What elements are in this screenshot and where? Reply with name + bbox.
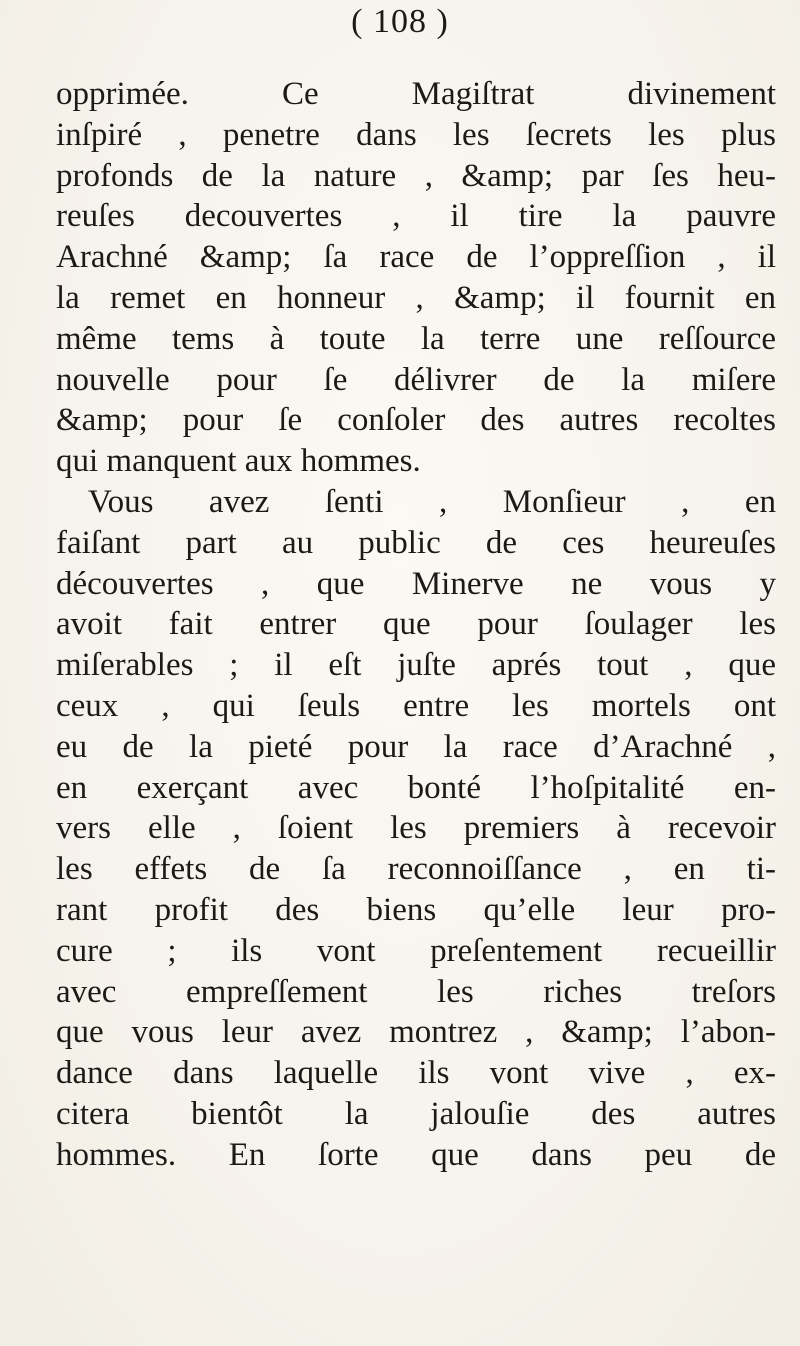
text-line: reuſes decouvertes , il tire la pauvre — [56, 198, 776, 235]
text-line: que vous leur avez montrez , &amp; l’abon- — [56, 1014, 776, 1051]
text-line: citera bientôt la jalouſie des autres — [56, 1095, 776, 1132]
body-text — [56, 74, 776, 1176]
text-line: avoit fait entrer que pour ſoulager les — [56, 606, 776, 643]
text-line: miſerables ; il eſt juſte aprés tout , que — [56, 647, 776, 684]
text-line: nouvelle pour ſe délivrer de la miſere — [56, 361, 776, 398]
text-line: Arachné &amp; ſa race de l’oppreſſion , il — [56, 239, 776, 276]
text-line: faiſant part au public de ces heureuſes — [56, 524, 776, 561]
page-number: ( 108 ) — [351, 3, 449, 40]
text-line: rant profit des biens qu’elle leur pro- — [56, 891, 776, 928]
text-line: même tems à toute la terre une reſſource — [56, 320, 776, 357]
text-line: Vous avez ſenti , Monſieur , en — [88, 483, 776, 520]
text-line: inſpiré , penetre dans les ſecrets les plus — [56, 116, 776, 153]
text-line: eu de la pieté pour la race d’Arachné , — [56, 728, 776, 765]
text-line: la remet en honneur , &amp; il fournit en — [56, 279, 776, 316]
text-line: hommes. En ſorte que dans peu de — [56, 1136, 776, 1173]
text-line: opprimée. Ce Magiſtrat divinement — [56, 76, 776, 112]
text-line: ceux , qui ſeuls entre les mortels ont — [56, 687, 776, 724]
text-line: vers elle , ſoient les premiers à recevoir — [56, 810, 776, 847]
text-line: découvertes , que Minerve ne vous y — [56, 565, 776, 602]
text-line: &amp; pour ſe conſoler des autres recoltes — [56, 402, 776, 439]
text-line: dance dans laquelle ils vont vive , ex- — [56, 1055, 776, 1092]
text-line: avec empreſſement les riches treſors — [56, 973, 776, 1010]
text-line: en exerçant avec bonté l’hoſpitalité en- — [56, 769, 776, 806]
text-line: les effets de ſa reconnoiſſance , en ti- — [56, 851, 776, 888]
text-line: profonds de la nature , &amp; par ſes heu- — [56, 157, 776, 194]
text-line: cure ; ils vont preſentement recueillir — [56, 932, 776, 969]
text-line: qui manquent aux hommes. — [56, 443, 421, 480]
